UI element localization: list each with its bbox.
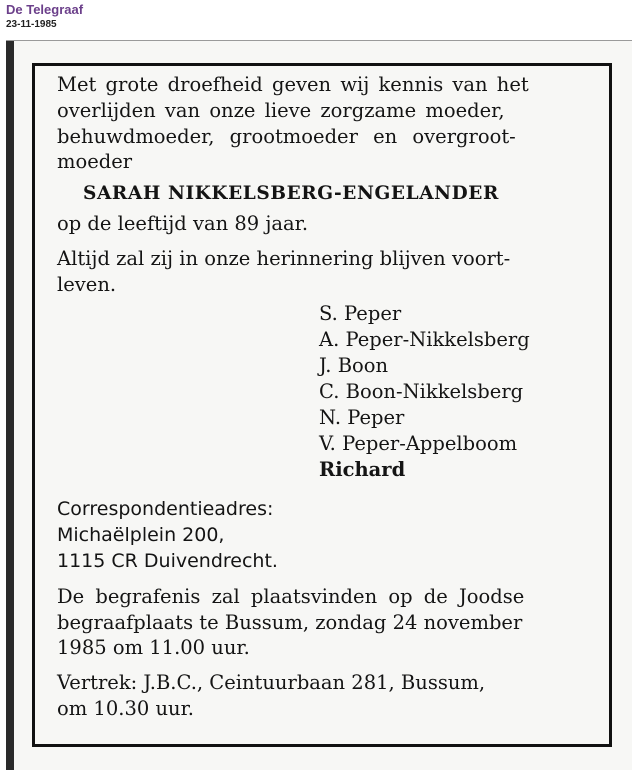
scan-left-edge (6, 41, 14, 770)
signer-name: Richard (319, 458, 406, 482)
intro-line: overlijden van onze lieve zorgzame moeder, (57, 98, 505, 122)
signer-name: S. Peper (319, 302, 402, 326)
intro-line: Met grote droefheid geven wij kennis van het (57, 73, 529, 96)
funeral-line: begraafplaats te Bussum, zondag 24 november (57, 610, 523, 634)
departure-line: Vertrek: J.B.C., Ceintuurbaan 281, Bussum, (57, 671, 486, 695)
publication-header (6, 2, 83, 31)
signer-name: V. Peper-Appelboom (319, 432, 518, 456)
signer-name: J. Boon (319, 354, 389, 378)
memory-line: leven. (57, 272, 117, 296)
address-street: Michaëlplein 200, (57, 524, 225, 547)
age-line: op de leeftijd van 89 jaar. (57, 211, 309, 235)
correspondence-label: Correspondentieadres: (57, 498, 274, 521)
signers-list (319, 301, 599, 483)
funeral-line: 1985 om 11.00 uur. (57, 636, 250, 660)
publication-date: 23-11-1985 (6, 19, 57, 30)
signer-name: A. Peper-Nikkelsberg (319, 328, 530, 352)
obituary-notice (32, 63, 612, 747)
publication-name: De Telegraaf (6, 2, 84, 17)
deceased-name: SARAH NIKKELSBERG-ENGELANDER (83, 183, 499, 205)
address-city: 1115 CR Duivendrecht. (57, 549, 278, 572)
intro-line: moeder (57, 150, 133, 174)
newspaper-scan (6, 40, 632, 770)
signer-name: C. Boon-Nikkelsberg (319, 380, 524, 404)
signer-name: N. Peper (319, 406, 405, 430)
intro-line: behuwdmoeder, grootmoeder en overgroot- (57, 124, 516, 148)
funeral-line: De begrafenis zal plaatsvinden op de Joodse (57, 584, 525, 608)
memory-line: Altijd zal zij in onze herinnering blijven voort- (57, 246, 511, 270)
departure-line: om 10.30 uur. (57, 696, 194, 720)
